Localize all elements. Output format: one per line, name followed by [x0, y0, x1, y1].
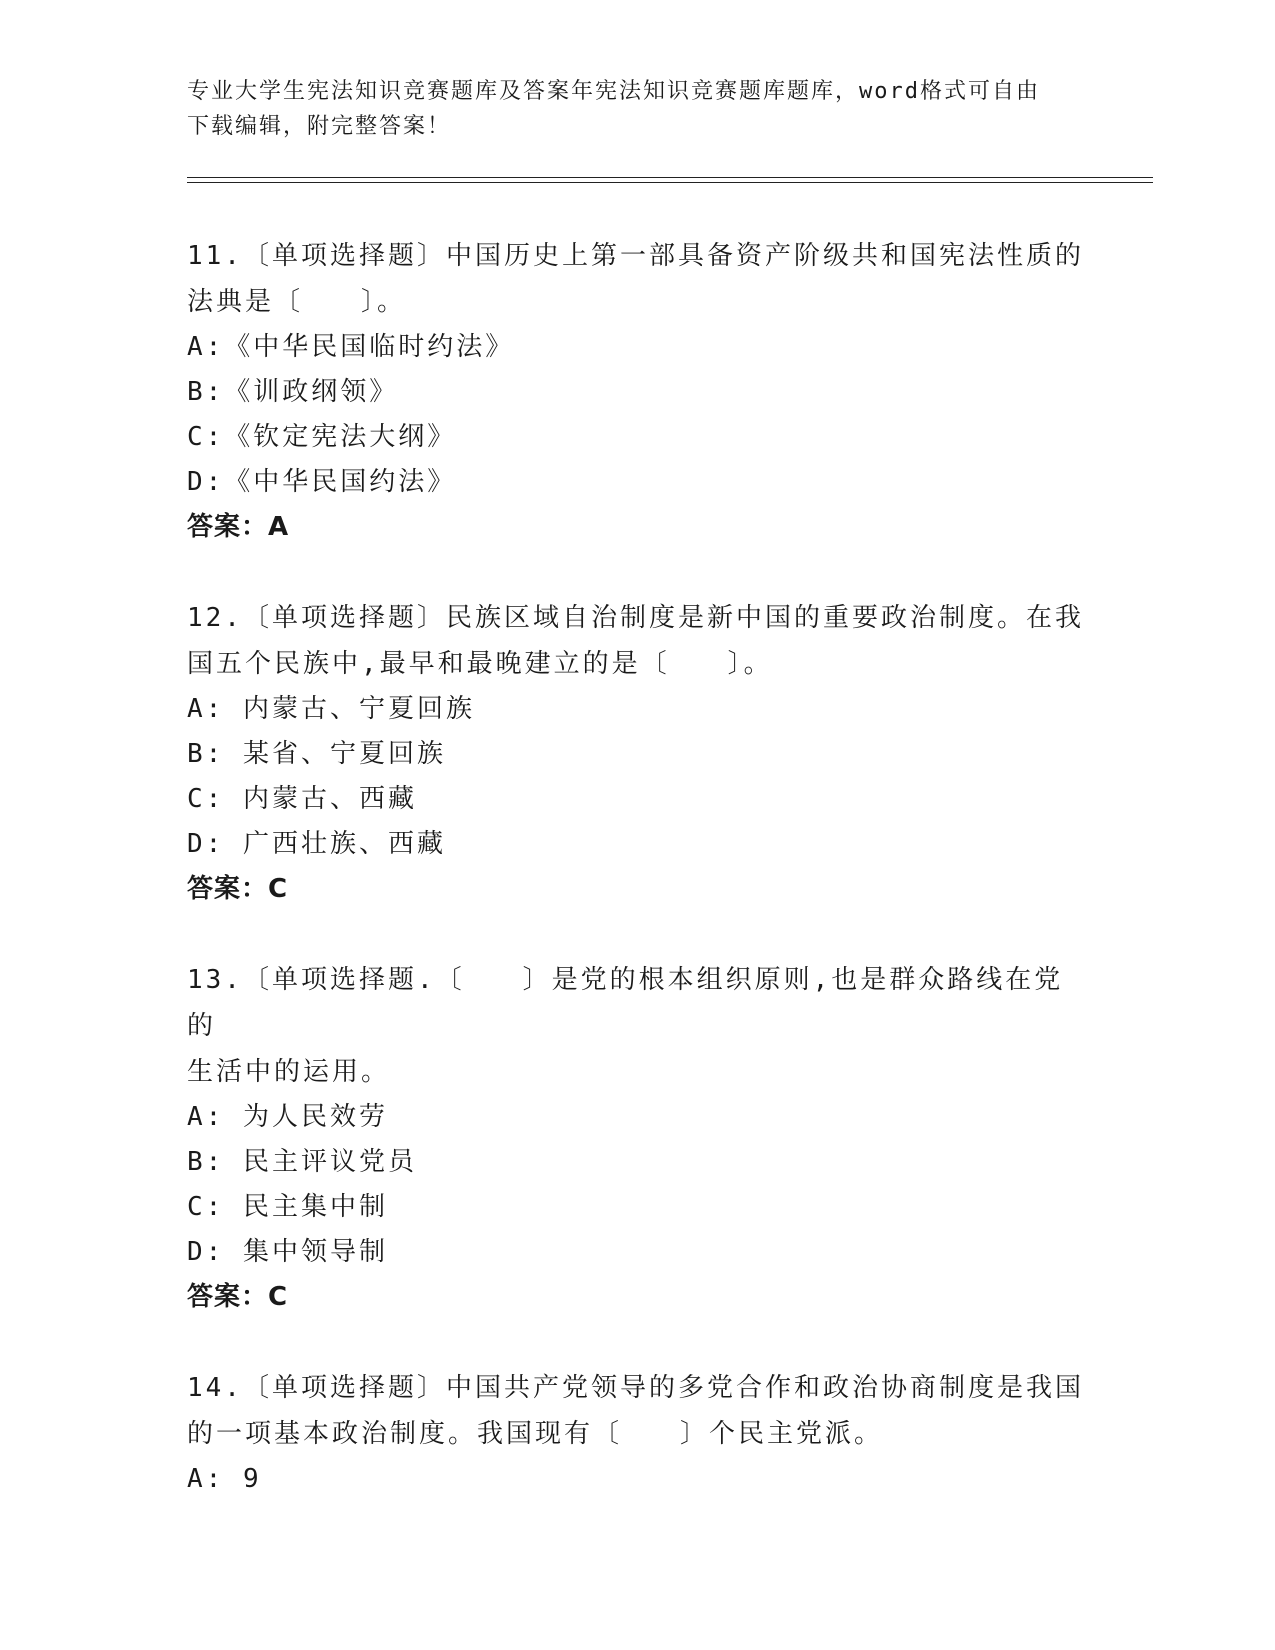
question-stem-line: 11.〔单项选择题〕中国历史上第一部具备资产阶级共和国宪法性质的	[187, 241, 1084, 271]
option-b: B:《训政纲领》	[187, 377, 399, 407]
question-stem-line: 14.〔单项选择题〕中国共产党领导的多党合作和政治协商制度是我国	[187, 1373, 1084, 1403]
question-stem-line: 13.〔单项选择题.〔 〕是党的根本组织原则,也是群众路线在党的	[187, 965, 1064, 1041]
document-header	[187, 74, 1067, 144]
question-stem-line: 12.〔单项选择题〕民族区域自治制度是新中国的重要政治制度。在我	[187, 603, 1084, 633]
question-stem-line: 法典是〔 〕。	[187, 287, 407, 317]
header-line-2: 下载编辑，附完整答案！	[187, 114, 452, 139]
answer: 答案：A	[187, 512, 290, 542]
header-divider-bottom	[187, 182, 1153, 183]
option-d: D:《中华民国约法》	[187, 467, 457, 497]
option-c: C:《钦定宪法大纲》	[187, 422, 457, 452]
option-c: C: 内蒙古、西藏	[187, 784, 417, 814]
question-11	[187, 233, 1087, 550]
header-line-1: 专业大学生宪法知识竞赛题库及答案年宪法知识竞赛题库题库，word格式可自由	[187, 79, 1040, 104]
option-a: A: 为人民效劳	[187, 1102, 388, 1132]
question-stem-line: 国五个民族中,最早和最晚建立的是〔 〕。	[187, 649, 773, 679]
option-b: B: 民主评议党员	[187, 1147, 417, 1177]
option-c: C: 民主集中制	[187, 1192, 388, 1222]
option-a: A: 9	[187, 1464, 262, 1494]
question-12	[187, 595, 1087, 912]
answer: 答案：C	[187, 874, 289, 904]
header-divider-top	[187, 177, 1153, 178]
answer: 答案：C	[187, 1282, 289, 1312]
question-14	[187, 1365, 1087, 1502]
question-stem-line: 生活中的运用。	[187, 1057, 391, 1087]
option-a: A:《中华民国临时约法》	[187, 332, 515, 362]
option-d: D: 广西壮族、西藏	[187, 829, 446, 859]
question-list	[187, 233, 1087, 1547]
question-13	[187, 957, 1087, 1320]
option-d: D: 集中领导制	[187, 1237, 388, 1267]
question-stem-line: 的一项基本政治制度。我国现有〔 〕个民主党派。	[187, 1419, 884, 1449]
option-b: B: 某省、宁夏回族	[187, 739, 446, 769]
option-a: A: 内蒙古、宁夏回族	[187, 694, 475, 724]
